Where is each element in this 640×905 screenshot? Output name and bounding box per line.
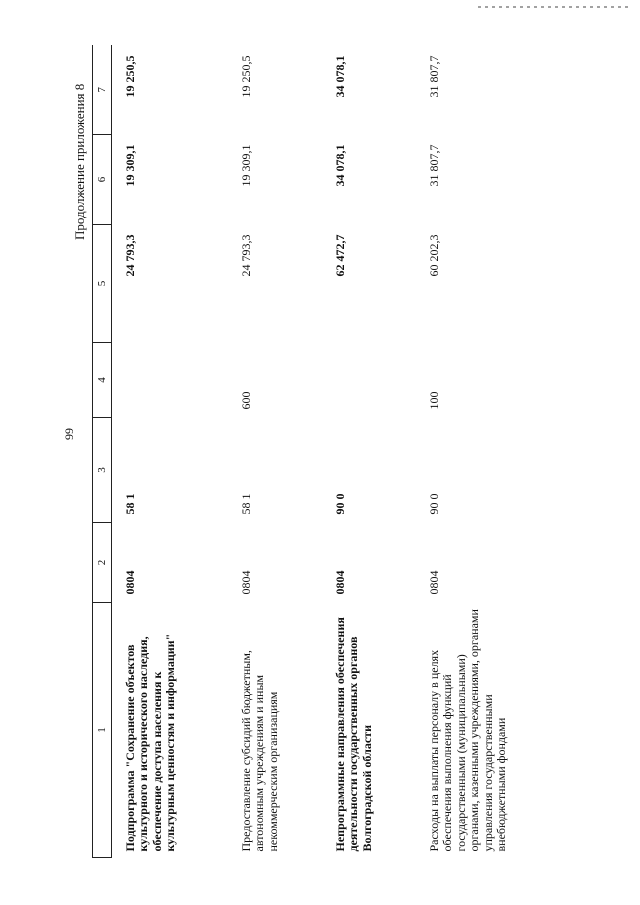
expense-type: 100 — [427, 391, 441, 410]
amount-col6: 34 078,1 — [333, 144, 347, 187]
amount-col7: 34 078,1 — [333, 55, 347, 98]
expense-type: 600 — [239, 391, 253, 410]
column-header-7: 7 — [93, 46, 112, 135]
target-article: 58 1 — [239, 493, 253, 515]
target-article: 58 1 — [123, 493, 137, 515]
amount-col7: 19 250,5 — [123, 55, 137, 98]
column-header-2: 2 — [93, 523, 112, 603]
amount-col6: 19 309,1 — [239, 144, 253, 187]
amount-col6: 31 807,7 — [427, 144, 441, 187]
target-article: 90 0 — [427, 493, 441, 515]
column-header-4: 4 — [93, 343, 112, 418]
appendix-continuation-note: Продолжение приложения 8 — [72, 83, 87, 240]
table-row — [112, 46, 229, 858]
table-row — [416, 46, 582, 858]
amount-col5: 24 793,3 — [239, 234, 253, 277]
section-code: 0804 — [333, 570, 347, 595]
expense-type — [112, 343, 229, 418]
page-number: 99 — [62, 428, 76, 440]
amount-col5: 62 472,7 — [333, 234, 347, 277]
amount-col7: 31 807,7 — [427, 55, 441, 98]
budget-table — [92, 46, 582, 859]
section-code: 0804 — [239, 570, 253, 595]
row-name: Расходы на выплаты персоналу в целях обеспечения выполнения функций государственными (муниципальными) органами, казенными учреждениями, органами управления государственными внебюджетными фондами — [427, 609, 509, 852]
scan-artifact — [478, 6, 628, 8]
expense-type — [322, 343, 416, 418]
budget-table-rotated — [92, 46, 570, 858]
target-article: 90 0 — [333, 493, 347, 515]
column-header-1: 1 — [93, 603, 112, 858]
section-code: 0804 — [123, 570, 137, 595]
amount-col7: 19 250,5 — [239, 55, 253, 98]
table-row — [228, 46, 322, 858]
section-code: 0804 — [427, 570, 441, 595]
column-header-5: 5 — [93, 225, 112, 343]
column-number-row — [93, 46, 112, 858]
table-row — [322, 46, 416, 858]
row-name: Предоставление субсидий бюджетным, автономным учреждениям и иным некоммерческим организациям — [239, 650, 280, 852]
column-header-6: 6 — [93, 135, 112, 225]
amount-col5: 24 793,3 — [123, 234, 137, 277]
column-header-3: 3 — [93, 418, 112, 523]
row-name: Непрограммные направления обеспечения деятельности государственных органов Волгоградской области — [333, 617, 374, 852]
row-name: Подпрограмма "Сохранение объектов культурного и исторического наследия, обеспечение доступа населения к культурным ценностям и информации" — [123, 633, 178, 852]
amount-col5: 60 202,3 — [427, 234, 441, 277]
amount-col6: 19 309,1 — [123, 144, 137, 187]
